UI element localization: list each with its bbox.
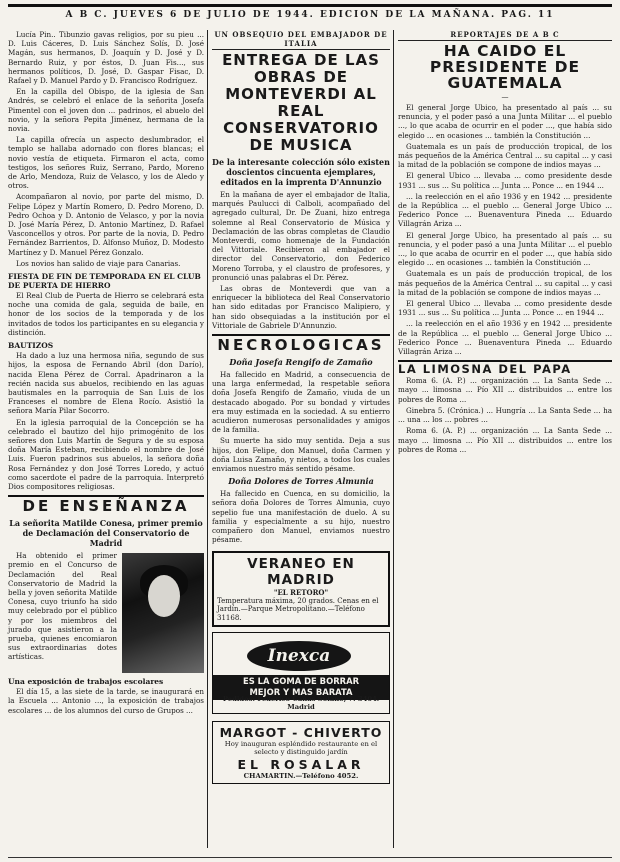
- text-paragraph: Ha obtenido el primer premio en el Concurso de Declamación del Real Conservatorio de Madrid la bella y joven señorita Matilde Conesa, cuyo triunfo ha sido muy celebrado por el público y por los miembros del jurado que asistieron a la prueba, quienes encomiaron sus extraordinarias dotes artísticas.: [8, 551, 117, 662]
- ensenanza-deck: La señorita Matilde Conesa, primer premio de Declamación del Conservatorio de Madrid: [9, 518, 203, 549]
- text-paragraph: Roma 6. (A. P.) ... organización ... La Santa Sede ... mayo ... limosna ... Pío XII ... distribuidos ... entre los pobres de Roma ...: [398, 376, 612, 404]
- ad-rosalar-address: CHAMARTIN.—Teléfono 4052.: [243, 771, 359, 780]
- column-reportage: [398, 30, 612, 456]
- header-rule: [8, 4, 612, 7]
- page-footer-rule: [8, 857, 612, 858]
- ad-margot-title: MARGOT - CHIVERTO: [219, 725, 383, 740]
- necrologicas-title: NECROLOGICAS: [212, 334, 390, 354]
- text-paragraph: Ha fallecido en Madrid, a consecuencia de una larga enfermedad, la respetable señora doña Josefa Rengifo de Zamaño, viuda de un destacado abogado. Por su bondad y virtudes era muy estimada en la sociedad. A su entierro acudieron numerosas personalidades y amigos de la familia.: [212, 370, 390, 435]
- ensenanza-title: DE ENSEÑANZA: [8, 495, 204, 515]
- expo-headline: Una exposición de trabajos escolares: [8, 677, 164, 687]
- text-paragraph: El general Jorge Ubico, ha presentado al país ... su renuncia, y el poder pasó a una Junta Militar ... el pueblo ..., lo que acaba de ocurrir en el poder ..., que había sido elegido ... en ocasiones ... también la Constitución ...: [398, 103, 612, 140]
- ensenanza-row: [8, 551, 204, 673]
- ad-rosalar-name: EL ROSALAR: [237, 756, 365, 772]
- monteverdi-title: ENTREGA DE LAS OBRAS DE MONTEVERDI AL REAL CONSERVATORIO DE MUSICA: [222, 51, 380, 154]
- ad-veraneo-text: Temperatura máxima, 20 grados. Cenas en el Jardín.—Parque Metropolitano.—Teléfono 31168.: [217, 596, 379, 622]
- inexca-slogan-line2: MEJOR Y MAS BARATA: [249, 687, 353, 697]
- guatemala-title: HA CAIDO EL PRESIDENTE DE GUATEMALA: [429, 42, 581, 92]
- text-paragraph: El general Jorge Ubico, ha presentado al país ... su renuncia, y el poder pasó a una Junta Militar ... el pueblo ..., lo que acaba de ocurrir en el poder ..., que había sido elegido ... en ocasiones ... también la Constitución ...: [398, 230, 612, 268]
- portrait-photo: [122, 553, 204, 673]
- portrait-face: [148, 575, 180, 617]
- text-paragraph: ... la reelección en el año 1936 y en 1942 ... presidente de la República ... el pueblo ... General Jorge Ubico ... Federico Ponce ... Buenaventura Pineda ... Eduardo Villagrán Ariza ...: [398, 319, 612, 357]
- page-header: [8, 4, 612, 26]
- guatemala-kicker: REPORTAJES DE A B C: [398, 30, 612, 41]
- text-paragraph: Los novios han salido de viaje para Canarias.: [16, 258, 181, 268]
- text-paragraph: Ha dado a luz una hermosa niña, segundo de sus hijos, la esposa de Fernando Abril (don Darío), nacida Elena Pérez de Corral. Apadrinaron a la recién nacida sus abuelos, recibiendo en las aguas bautismales en la parroquia de San Luis de los Franceses el nombre de Elena Rocío. Asistió la señora María Pilar Socorro.: [8, 351, 204, 416]
- text-paragraph: ... la reelección en el año 1936 y en 1942 ... presidente de la República ... el pueblo ... General Jorge Ubico ... Federico Ponce ... Buenaventura Pineda ... Eduardo Villagrán Ariza ...: [398, 191, 612, 229]
- ad-veraneo-sub: "EL RETORO": [273, 587, 329, 597]
- text-paragraph: Guatemala es un país de producción tropical, de los más pequeños de la América Central ... su capital ... y casi la mitad de la población se compone de indios mayas ...: [398, 269, 612, 297]
- text-paragraph: En la capilla del Obispo, de la iglesia de San Andrés, se celebró el enlace de la señorita Josefa Pimentel con el joven don ... padrinos, el abuelo del novio, y la señora Pepita Jiménez, hermana de la novia.: [8, 87, 204, 134]
- text-paragraph: En la mañana de ayer el embajador de Italia, marqués Paulucci di Calboli, acompañado del agregado cultural, Dr. De Zuani, hizo entrega solemne al Real Conservatorio de Música y Declamación de las obras completas de Claudio Monteverdi, como homenaje de la Fundación del Vittoriale. Recibieron al embajador el director del Conservatorio, don Federico Moreno Torroba, y el claustro de profesores, y pronunció unas palabras el Dr. Pérez.: [212, 190, 390, 282]
- text-paragraph: Lucía Pin.. Tibunzio gavas religios, por su pieu ... D. Luis Cáceres, D. Luis Sánchez Solís, D. José Magán, sus hermanos, D. Joaquín y D. José y D. Bernardo Ruiz, y por éstos, D. Juan Fis..., sus hermanos políticos, D. José, D. Gaspar Fisac, D. Rafael y D. Manuel Pardo y D. Francisco Rodríguez.: [8, 30, 204, 86]
- text-paragraph: Su muerte ha sido muy sentida. Deja a sus hijos, don Felipe, don Manuel, doña Carmen y doña Luisa Zamaño, y nietos, a todos los cuales enviamos nuestro más sentido pésame.: [212, 436, 390, 474]
- text-paragraph: Las obras de Monteverdi que van a enriquecer la biblioteca del Real Conservatorio han sido editadas por Francisco Malipiero, y han sido obsequiadas a la institución por el Vittoriale de Gabriele D'Annunzio.: [212, 284, 390, 330]
- text-paragraph: El Real Club de Puerta de Hierro se celebrará esta noche una comida de gala, seguida de baile, en honor de los socios de la temporada y de los invitados de todos los participantes en su elegancia y distinción.: [8, 291, 204, 337]
- obituary-name-2: Doña Dolores de Torres Almunia: [228, 476, 374, 487]
- column-rule-1: [207, 30, 208, 848]
- text-paragraph: Roma 6. (A. P.) ... organización ... La Santa Sede ... mayo ... limosna ... Pío XII ... distribuidos ... entre los pobres de Roma ...: [398, 426, 612, 454]
- ad-veraneo: [212, 551, 390, 628]
- column-society: [8, 30, 204, 717]
- inexca-footer: Pedidos: Federico Cañas Solano, 7. 3404. Madrid: [222, 695, 380, 711]
- text-paragraph: El general Ubico ... llevaba ... como presidente desde 1931 ... sus ... Su política ... Junta ... Ponce ... en 1944 ...: [398, 299, 612, 318]
- ad-margot: [212, 721, 390, 784]
- text-paragraph: El general Ubico ... llevaba ... como presidente desde 1931 ... sus ... Su política ... Junta ... Ponce ... en 1944 ...: [398, 171, 612, 190]
- bautizos-headline: BAUTIZOS: [8, 341, 54, 351]
- inexca-logo: Inexca: [247, 641, 351, 671]
- inexca-slogan-line1: ES LA GOMA DE BORRAR: [242, 676, 360, 686]
- text-paragraph: Ha fallecido en Cuenca, en su domicilio, la señora doña Dolores de Torres Almunia, cuyo sepelio fue una manifestación de duelo. A su familia y especialmente a su hijo, nuestro compañero don Manuel, enviamos nuestro pésame.: [212, 489, 390, 545]
- ad-inexca: [212, 632, 390, 714]
- text-paragraph: La capilla ofrecía un aspecto deslumbrador, el templo se hallaba adornado con flores blancas; el novio vestía de etiqueta. Firmaron el acta, como testigos, los señores Ruiz, Serrano, Pardo, Moreno de Arlo, Mendoza, Ruiz de Velasco, y los de Aledo y otros.: [8, 135, 204, 191]
- limosna-title: LA LIMOSNA DEL PAPA: [398, 360, 612, 376]
- column-culture: [212, 30, 390, 784]
- monteverdi-kicker: UN OBSEQUIO DEL EMBAJADOR DE ITALIA: [212, 30, 390, 50]
- running-head: A B C. JUEVES 6 DE JULIO DE 1944. EDICION DE LA MAÑANA. PAG. 11: [65, 10, 555, 20]
- ad-veraneo-title: VERANEO EN MADRID: [247, 555, 355, 588]
- text-paragraph: Guatemala es un país de producción tropical, de los más pequeños de la América Central ... su capital ... y casi la mitad de la población se compone de indios mayas ...: [398, 141, 612, 170]
- club-headline: FIESTA DE FIN DE TEMPORADA EN EL CLUB DE PUERTA DE HIERRO: [8, 272, 201, 291]
- text-paragraph: En la iglesia parroquial de la Concepción se ha celebrado el bautizo del hijo primogénito de los señores don Luis Martín de Segura y de su esposa doña María Esteban, recibiendo el nombre de José Luis. Fueron padrinos sus abuelos, la señora doña Rosa Fernández y don José Torres Loredo, y actuó como sacerdote el padre de la parroquia. Interpretó Dios compositores religiosas.: [8, 417, 204, 491]
- divider: —: [501, 93, 509, 101]
- text-paragraph: El día 15, a las siete de la tarde, se inaugurará en la Escuela ... Antonio ..., la exposición de trabajos escolares ... de los alumnos del curso de Grupos ...: [8, 687, 204, 715]
- column-rule-2: [393, 30, 394, 848]
- obituary-name-1: Doña Josefa Rengifo de Zamaño: [229, 357, 373, 368]
- monteverdi-deck: De la interesante colección sólo existen doscientos cincuenta ejemplares, editados en la imprenta D'Annunzio: [212, 157, 390, 187]
- text-paragraph: Ginebra 5. (Crónica.) ... Hungría ... La Santa Sede ... ha ... una ... los ... pobres ...: [398, 405, 612, 425]
- text-paragraph: Acompañaron al novio, por parte del mismo, D. Felipe López y Martín Romero, D. Pedro Moreno, D. Pedro Ochoa y D. Antonio de Velasco, y por la novia D. José María Pérez, D. Antonio Martínez, D. Rafael Vasconcellos y otros. Por parte de la novia, D. Pedro Fernández Barrientos, D. Alfonso Muñoz, D. Modesto Martínez y D. Manuel Pérez Gonzalo.: [8, 192, 204, 257]
- ad-margot-text: Hoy inauguran espléndido restaurante en el selecto y distinguido jardín: [224, 740, 378, 757]
